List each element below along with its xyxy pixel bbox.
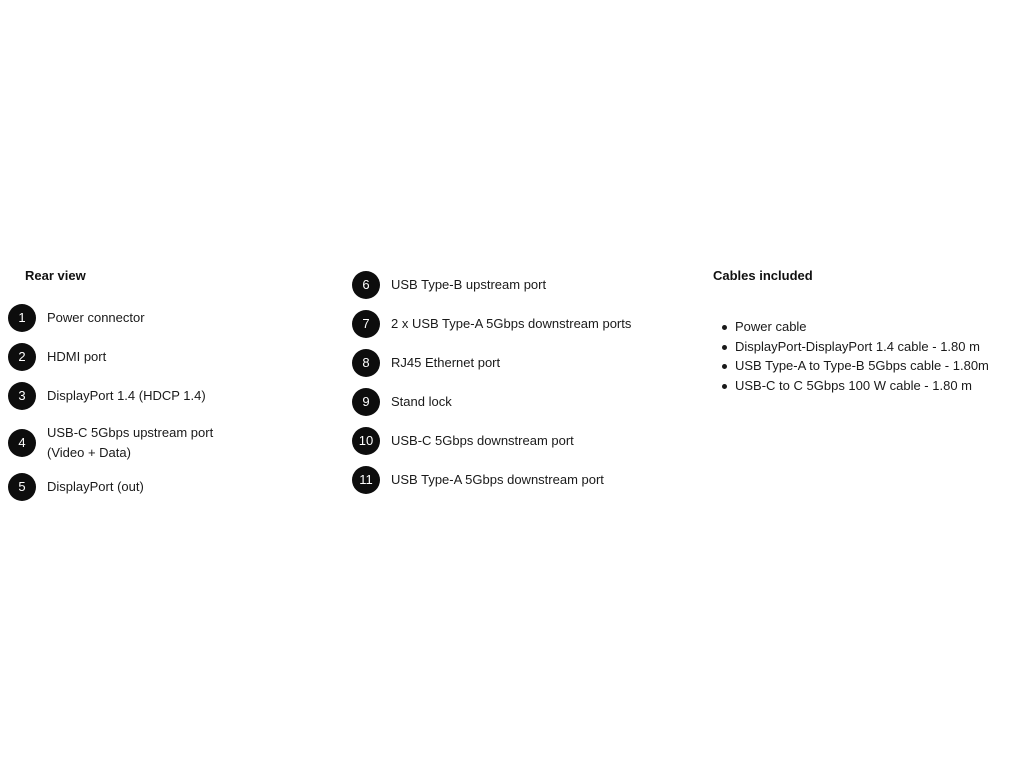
bullet-icon	[722, 325, 727, 330]
port-label: USB Type-A 5Gbps downstream port	[391, 472, 604, 487]
cable-item	[713, 317, 1013, 337]
ports-continued-list	[352, 271, 682, 494]
port-label: DisplayPort (out)	[47, 479, 144, 494]
port-number-badge: 11	[352, 466, 380, 494]
port-item-2	[8, 343, 328, 371]
port-number-badge: 8	[352, 349, 380, 377]
cable-item	[713, 356, 1013, 376]
port-item-7	[352, 310, 682, 338]
port-label-detail: (Video + Data)	[47, 445, 131, 460]
port-number-badge: 3	[8, 382, 36, 410]
bullet-icon	[722, 364, 727, 369]
port-number-badge: 2	[8, 343, 36, 371]
port-item-8	[352, 349, 682, 377]
cable-item	[713, 337, 1013, 357]
cable-label: USB Type-A to Type-B 5Gbps cable - 1.80m	[735, 358, 989, 373]
port-item-9	[352, 388, 682, 416]
cables-heading: Cables included	[713, 268, 813, 283]
rear-view-heading: Rear view	[25, 268, 86, 283]
port-item-6	[352, 271, 682, 299]
cable-label: USB-C to C 5Gbps 100 W cable - 1.80 m	[735, 377, 972, 393]
port-label: USB Type-B upstream port	[391, 277, 547, 292]
bullet-icon	[722, 345, 727, 350]
port-number-badge: 1	[8, 304, 36, 332]
port-label: RJ45 Ethernet port	[391, 355, 501, 370]
cable-label: DisplayPort-DisplayPort 1.4 cable - 1.80 m	[735, 338, 980, 354]
port-label: Stand lock	[391, 394, 452, 409]
bullet-icon	[722, 384, 727, 389]
port-label-block	[47, 423, 213, 463]
port-number-badge: 4	[8, 429, 36, 457]
port-label: HDMI port	[47, 349, 107, 364]
rear-view-port-list	[8, 304, 328, 501]
port-item-1	[8, 304, 328, 332]
port-label: 2 x USB Type-A 5Gbps downstream ports	[391, 316, 632, 331]
port-label: DisplayPort 1.4 (HDCP 1.4)	[47, 388, 206, 403]
port-item-10	[352, 427, 682, 455]
port-label: USB-C 5Gbps upstream port	[47, 425, 214, 440]
port-item-3	[8, 382, 328, 410]
port-number-badge: 9	[352, 388, 380, 416]
port-item-4	[8, 423, 328, 463]
port-label: Power connector	[47, 310, 145, 325]
port-number-badge: 7	[352, 310, 380, 338]
cables-list	[713, 317, 1013, 395]
port-label: USB-C 5Gbps downstream port	[391, 433, 574, 448]
port-number-badge: 10	[352, 427, 380, 455]
port-item-11	[352, 466, 682, 494]
port-number-badge: 5	[8, 473, 36, 501]
cable-label: Power cable	[735, 319, 807, 334]
cable-item	[713, 376, 1013, 396]
port-number-badge: 6	[352, 271, 380, 299]
port-item-5	[8, 473, 328, 501]
